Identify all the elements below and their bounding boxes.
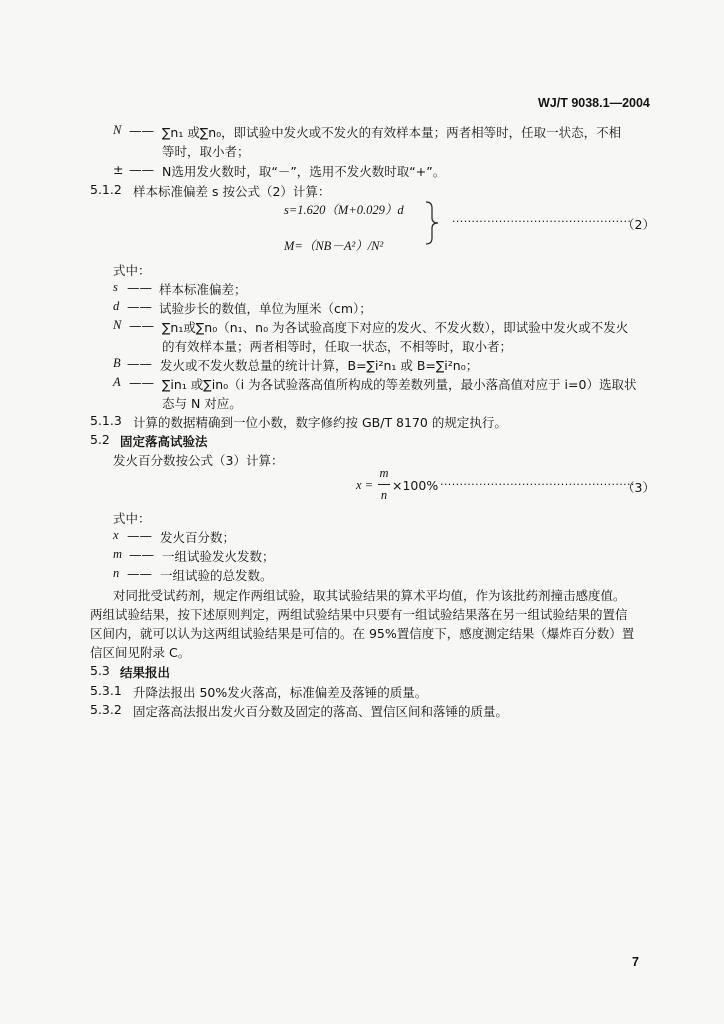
clause-number: 5.1.3 (90, 413, 122, 428)
def-text: N选用发火数时，取“－”，选用不发火数时取“+”。 (162, 164, 446, 179)
def-dash: —— (127, 566, 152, 581)
where-label: 式中： (113, 263, 151, 278)
section-number: 5.3 (90, 663, 110, 678)
def-symbol: ± (113, 162, 124, 177)
formula-lhs: x = (356, 478, 374, 492)
def-text: 样本标准偏差； (159, 282, 247, 297)
def-dash: —— (129, 547, 154, 562)
clause-number: 5.1.2 (90, 182, 122, 197)
def-dash: —— (129, 123, 154, 138)
equation-number: （2） (622, 217, 655, 232)
section-title: 固定落高试验法 (120, 434, 208, 449)
formula-m: M=（NB－A²）/N² (284, 239, 384, 253)
where-label: 式中： (113, 511, 151, 526)
equation-leader: ·················································· (440, 478, 635, 491)
def-dash: —— (127, 528, 152, 543)
paragraph-line: 区间内，就可以认为这两组试验结果是可信的。在 95%置信度下，感度测定结果（爆炸百分数）置 (90, 626, 635, 641)
def-symbol: x (113, 528, 119, 542)
paragraph-line: 信区间见附录 C。 (90, 645, 191, 660)
page-number: 7 (632, 955, 639, 969)
def-text: ∑n₁或∑n₀（n₁、n₀ 为各试验高度下对应的发火、不发火数），即试验中发火或不发火 (162, 320, 629, 335)
clause-text: 样本标准偏差 s 按公式（2）计算： (133, 184, 331, 199)
section-number: 5.2 (90, 432, 110, 447)
def-text: 一组试验的总发数。 (160, 568, 273, 583)
def-dash: —— (127, 299, 152, 314)
def-dash: —— (129, 162, 154, 177)
section-intro: 发火百分数按公式（3）计算： (113, 453, 284, 468)
equation-number: （3） (622, 480, 655, 495)
def-dash: —— (127, 356, 152, 371)
brace-icon (424, 200, 444, 246)
def-text-cont: 态与 N 对应。 (162, 396, 242, 411)
def-symbol: N (113, 123, 122, 137)
paragraph-line: 对同批受试药剂，规定作两组试验，取其试验结果的算术平均值，作为该批药剂撞击感度值。 (113, 588, 626, 603)
def-text: 发火百分数； (160, 530, 236, 545)
standard-number: WJ/T 9038.1—2004 (538, 96, 650, 110)
def-text-cont: 等时，取小者； (162, 144, 250, 159)
paragraph-line: 两组试验结果，按下述原则判定，两组试验结果中只要有一组试验结果落在另一组试验结果的置信 (90, 607, 628, 622)
def-symbol: n (113, 566, 120, 580)
section-title: 结果报出 (120, 665, 171, 680)
fraction-denominator: n (380, 488, 388, 502)
def-dash: —— (129, 318, 154, 333)
def-symbol: B (113, 356, 121, 370)
formula-rhs: ×100% (392, 478, 439, 493)
def-text: 一组试验发火发数； (162, 549, 275, 564)
fraction-bar (378, 484, 390, 485)
def-symbol: N (113, 318, 122, 332)
def-symbol: d (113, 299, 120, 313)
def-dash: —— (127, 280, 152, 295)
clause-text: 固定落高法报出发火百分数及固定的落高、置信区间和落锤的质量。 (133, 704, 509, 719)
def-text: 发火或不发火数总量的统计计算，B=∑i²n₁ 或 B=∑i²n₀； (160, 358, 479, 373)
def-symbol: m (113, 547, 123, 561)
formula-s: s=1.620（M+0.029）d (284, 203, 404, 217)
clause-text: 升降法报出 50%发火落高，标准偏差及落锤的质量。 (133, 685, 428, 700)
def-dash: —— (129, 375, 154, 390)
def-text-cont: 的有效样本量；两者相等时，任取一状态，不相等时，取小者； (162, 339, 513, 354)
clause-number: 5.3.1 (90, 683, 122, 698)
equation-leader: ·············································· (452, 215, 632, 228)
def-text: ∑in₁ 或∑in₀（i 为各试验落高值所构成的等差数列量，最小落高值对应于 i=0）选取状 (162, 377, 637, 392)
def-text: ∑n₁ 或∑n₀，即试验中发火或不发火的有效样本量；两者相等时，任取一状态，不相 (162, 125, 622, 140)
fraction-numerator: m (379, 466, 389, 480)
def-symbol: s (113, 280, 118, 294)
def-text: 试验步长的数值，单位为厘米（cm）； (159, 301, 372, 316)
clause-text: 计算的数据精确到一位小数，数字修约按 GB/T 8170 的规定执行。 (133, 415, 507, 430)
def-symbol: A (113, 375, 121, 389)
clause-number: 5.3.2 (90, 702, 122, 717)
